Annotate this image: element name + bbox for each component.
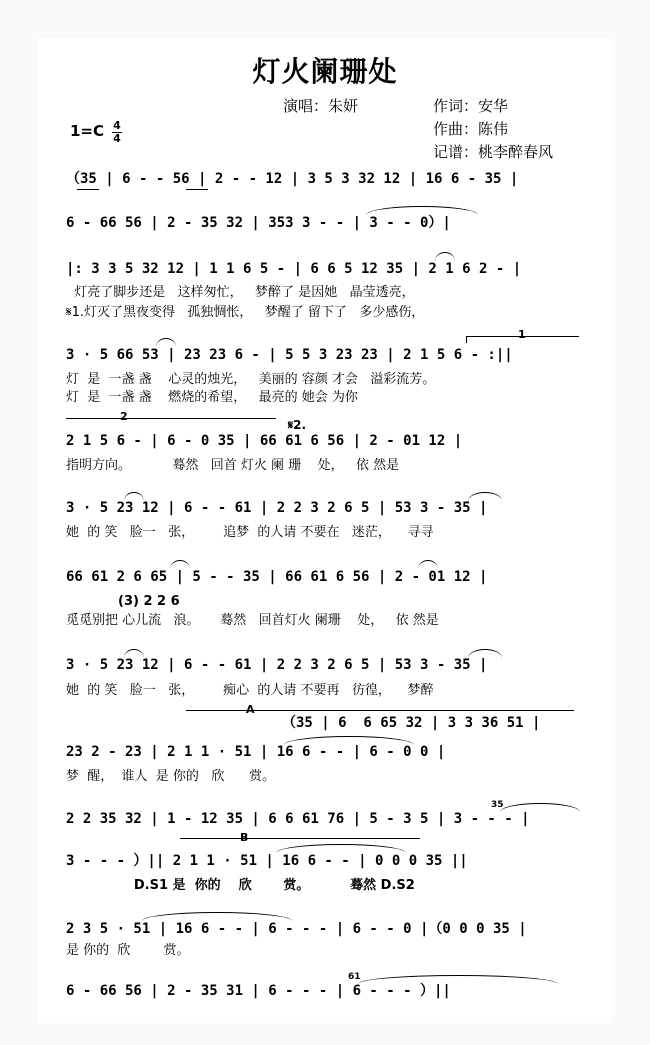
lyrics-5: 指明方向。 蓦然 回首 灯火 阑 珊 处， 依 然是: [66, 458, 400, 473]
lyrics-4-verse-1: 灯 是 一盏 盏 心灵的烛光， 美丽的 容颜 才会 溢彩流芳。: [66, 372, 436, 387]
lyrics-12: 是 你的 欣 赏。: [66, 943, 190, 958]
score-line-13: 6 - 66 56 | 2 - 35 31 | 6 - - - | 6 - - - ）||: [66, 983, 451, 999]
underline: [186, 189, 208, 190]
grace-note-2: 61: [348, 972, 361, 982]
lyrics-4-verse-2: 灯 是 一盏 盏 燃烧的希望， 最亮的 她会 为你: [66, 390, 358, 405]
volta-1-label: 1: [518, 328, 526, 341]
lyrics-11: D.S1 是 你的 欣 赏。 蓦然 D.S2: [66, 878, 415, 893]
score-line-4: 3 · 5 66 53 | 23 23 6 - | 5 5 3 23 23 | 2 1 5 6 - :||: [66, 347, 513, 363]
score-line-8: 3 · 5 23 12 | 6 - - 61 | 2 2 3 2 6 5 | 53 3 - 35 |: [66, 657, 488, 673]
song-title: 灯火阑珊处: [252, 55, 398, 88]
score-line-5: 2 1 5 6 - | 6 - 0 35 | 66 61 6 56 | 2 - 01 12 |: [66, 433, 463, 449]
score-line-2: 6 - 66 56 | 2 - 35 32 | 353 3 - - | 3 - - 0）|: [66, 215, 451, 231]
mark-b-label: B: [240, 831, 249, 844]
lyrics-8: 她 的 笑 脸一 张， 痴心 的人请 不要再 彷徨， 梦醉: [66, 683, 434, 698]
lyrics-3-verse-2: 𝄋1.灯灭了黑夜变得 孤独惆怅， 梦醒了 留下了 多少感伤，: [66, 305, 425, 320]
mark-a-label: A: [246, 703, 255, 716]
volta-2-label: 2: [120, 410, 128, 423]
transcriber-credit: 记谱：桃李醉春风: [433, 143, 554, 161]
time-top: 4: [113, 119, 121, 132]
key-signature: [70, 119, 121, 145]
interlude-top-line: （35 | 6 6 65 32 | 3 3 36 51 |: [282, 715, 541, 731]
key-label: 1=C: [70, 122, 105, 140]
lyrics-7: 觅觅别把 心儿流 浪。 蓦然 回首灯火 阑珊 处， 依 然是: [66, 613, 439, 628]
lyrics-9: 梦 醒， 谁人 是 你的 欣 赏。: [66, 769, 276, 784]
mark-b-bracket: [180, 838, 420, 845]
underline: [77, 189, 99, 190]
volta-2-bracket: [66, 418, 276, 425]
score-line-3: |: 3 3 5 32 12 | 1 1 6 5 - | 6 6 5 12 35 | 2 1 6 2 - |: [66, 261, 522, 277]
segno-2: 𝄋2.: [288, 418, 307, 432]
score-line-11: 3 - - - ）|| 2 1 1 · 51 | 16 6 - - | 0 0 0 35 ||: [66, 853, 468, 869]
score-line-1: （35 | 6 - - 56 | 2 - - 12 | 3 5 3 32 12 | 16 6 - 35 |: [66, 171, 519, 187]
grace-note-1: 35: [491, 800, 504, 810]
score-line-9: 23 2 - 23 | 2 1 1 · 51 | 16 6 - - | 6 - 0 0 |: [66, 744, 446, 760]
score-line-10: 2 2 35 32 | 1 - 12 35 | 6 6 61 76 | 5 - 3 5 | 3 - - - |: [66, 811, 530, 827]
score-line-6: 3 · 5 23 12 | 6 - - 61 | 2 2 3 2 6 5 | 53 3 - 35 |: [66, 500, 488, 516]
score-line-12: 2 3 5 · 51 | 16 6 - - | 6 - - - | 6 - - 0 |（0 0 0 35 |: [66, 921, 527, 937]
singer-credit: 演唱：朱妍: [283, 97, 359, 115]
score-line-7: 66 61 2 6 65 | 5 - - 35 | 66 61 6 56 | 2 - 01 12 |: [66, 569, 488, 585]
lyricist-credit: 作词：安华: [433, 97, 509, 115]
lyrics-3-verse-1: 灯亮了脚步还是 这样匆忙， 梦醉了 是因她 晶莹透亮，: [66, 285, 415, 300]
lyrics-6: 她 的 笑 脸一 张， 追梦 的人请 不要在 迷茫， 寻寻: [66, 525, 434, 540]
time-bottom: 4: [113, 132, 121, 145]
alternate-notes: (3) 2 2 6: [118, 594, 180, 609]
composer-credit: 作曲：陈伟: [433, 120, 509, 138]
